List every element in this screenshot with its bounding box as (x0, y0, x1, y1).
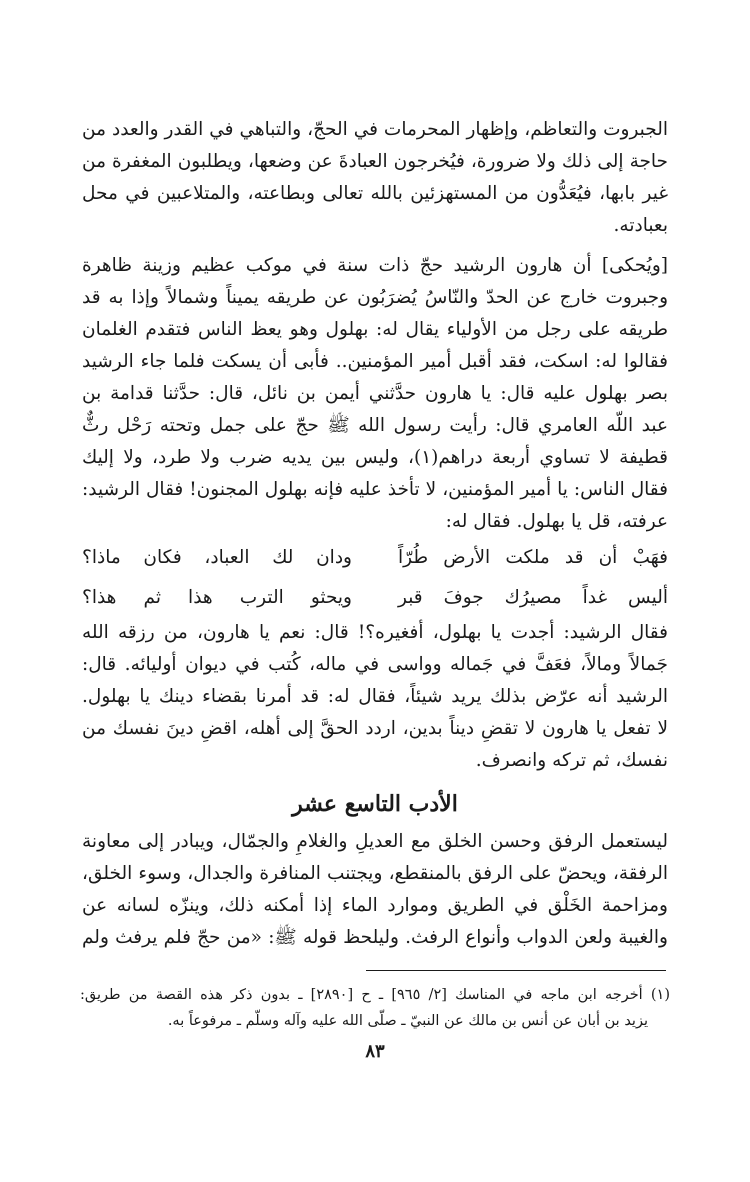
text-line: الجبروت والتعاظم، وإظهار المحرمات في الحجّ، والتباهي في القدر والعدد من (82, 119, 668, 140)
text-line: بصر بهلول عليه قال: يا هارون حدَّثني أيمن بن نائل، قال: حدَّثنا قدامة بن (82, 383, 668, 404)
text-line: [ويُحكى] أن هارون الرشيد حجّ ذات سنة في موكب عظيم وزينة ظاهرة (82, 255, 668, 276)
text-line: فقال الرشيد: أجدت يا بهلول، أفغيره؟! قال: نعم يا هارون، من رزقه الله (82, 622, 668, 643)
text-line: طريقه على رجل من الأولياء يقال له: بهلول وهو يعظ الناس فتقدم الغلمان (82, 319, 668, 340)
paragraph (82, 114, 668, 242)
text-line: فقال الناس: يا أمير المؤمنين، لا تأخذ عليه فإنه بهلول المجنون! فقال الرشيد: (82, 479, 668, 500)
verse (82, 538, 668, 578)
page-number: ٨٣ (365, 1041, 385, 1062)
footnote-line: يزيد بن أبان عن أنس بن مالك عن النبيّ ـ صلّى الله عليه وآله وسلّم ـ مرفوعاً به. (167, 1013, 648, 1029)
text-line: الرشيد أنه عرّض بذلك يريد شيئاً، فقال له: قد أمرنا بقضاء دينك يا بهلول. (82, 686, 668, 707)
paragraph (82, 617, 668, 777)
text-line: عبد اللّه العامري قال: رأيت رسول الله ﷺ حجّ على جمل وتحته رَحْل رثٌّ (82, 415, 668, 436)
footnote-line: (١) أخرجه ابن ماجه في المناسك [٢/ ٩٦٥] ـ ح [٢٨٩٠] ـ بدون ذكر هذه القصة من طريق: (80, 987, 671, 1003)
text-line: والغيبة ولعن الدواب وأنواع الرفث. وليلحظ قوله ﷺ: «من حجّ فلم يرفث ولم (82, 927, 668, 948)
verse-second-hemistich: ودان لك العباد، فكان ماذا؟ (82, 547, 352, 568)
text-line: عرفته، قل يا بهلول. فقال له: (445, 511, 668, 532)
text-line: نفسك، ثم تركه وانصرف. (475, 750, 668, 771)
text-line: ومزاحمة الخَلْق في الطريق وموارد الماء إذا أمكنه ذلك، وينزّه لسانه عن (82, 895, 668, 916)
paragraph (82, 250, 668, 538)
footnote (80, 982, 670, 1034)
section-heading: الأدب التاسع عشر (292, 791, 458, 817)
footnote-separator (366, 970, 666, 971)
text-line: قطيفة لا تساوي أربعة دراهم(١)، وليس بين يديه ضرب ولا طرد، ولا إليك (82, 447, 668, 468)
text-line: حاجة إلى ذلك ولا ضرورة، فيُخرجون العبادةَ عن وضعها، ويطلبون المغفرة من (82, 151, 668, 172)
text-line: بعبادته. (613, 215, 668, 236)
paragraph (82, 826, 668, 954)
text-line: وجبروت خارج عن الحدّ والنّاسُ يُضرَبُون عن طريقه يميناً وشمالاً وإذا به قد (82, 287, 668, 308)
text-line: الرفقة، ويحضّ على الرفق بالمنقطع، ويجتنب المنافرة والجدال، وسوء الخلق، (82, 863, 668, 884)
verse-first-hemistich: فهَبْ أن قد ملكت الأرض طُرّاً (398, 547, 668, 568)
text-line: غير بابها، فيُعَدُّون من المستهزئين بالله تعالى وبطاعته، والمتلاعبين في محل (82, 183, 668, 204)
verse-first-hemistich: أليس غداً مصيرُك جوفَ قبر (398, 587, 668, 608)
verse (82, 578, 668, 618)
text-line: جَمالاً ومالاً، فعَفَّ في جَماله وواسى في ماله، كُتب في ديوان أوليائه. قال: (82, 654, 668, 675)
text-line: فقالوا له: اسكت، فقد أقبل أمير المؤمنين.. فأبى أن يسكت فلما جاء الرشيد (82, 351, 668, 372)
text-line: لا تفعل يا هارون لا تقضِ ديناً بدين، اردد الحقَّ إلى أهله، اقضِ دينَ نفسك من (82, 718, 668, 739)
poem (82, 538, 668, 618)
verse-second-hemistich: ويحثو الترب هذا ثم هذا؟ (82, 587, 352, 608)
text-line: ليستعمل الرفق وحسن الخلق مع العديلِ والغلامِ والجمّال، ويبادر إلى معاونة (82, 831, 668, 852)
